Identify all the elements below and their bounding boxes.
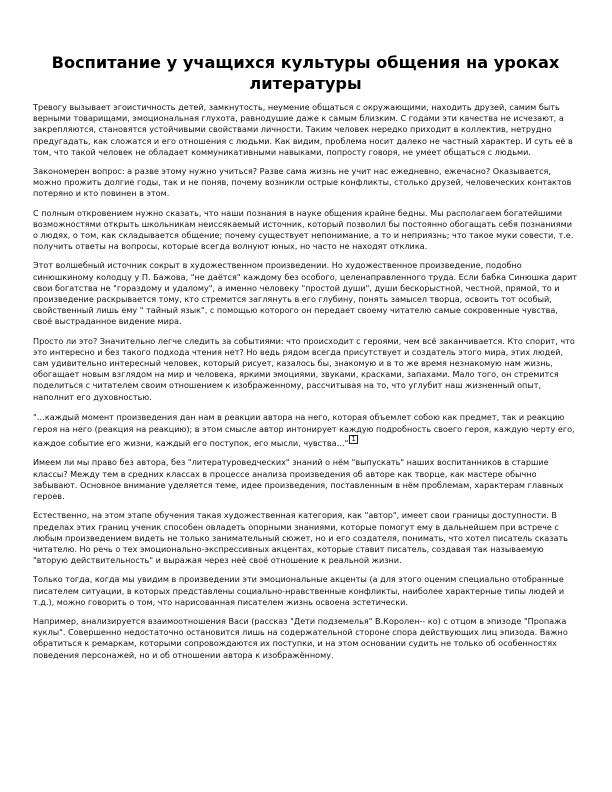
paragraph: Тревогу вызывает эгоистичность детей, замкнутость, неумение общаться с окружающими, находить друзей, самим быть верными товарищами, эмоциональная глухота, равнодушие даже к самым близким. С годами эти качества не исчезают, а закрепляются, становятся устойчивыми свойствами личности. Таким человек нередко приходит в коллектив, нетрудно предугадать, как сложатся и его отношения с людьми. Как видим, проблема носит далеко не частный характер. И суть её в том, что такой человек не обладает коммуникативными навыками, попросту говоря, не умеет общаться с людьми. [33,102,573,157]
page-title: Воспитание у учащихся культуры общения на уроках литературы [51,53,560,93]
paragraph: Естественно, на этом этапе обучения такая художественная категория, как "автор", имеет свои границы доступности. В пределах этих границ ученик способен овладеть опорными знаниями, которые помогут ему в дальнейшем при встрече с любым произведением видеть не только занимательный сюжет, но и его создателя, понимать, что хотел писатель сказать читателю. Но речь о тех эмоционально-экспрессивных акцентах, которые ставит писатель, создавая так называемую "вторую действительность" и выражая через неё своё отношение к реальной жизни. [33,510,568,566]
paragraph: Закономерен вопрос: а разве этому нужно учиться? Разве сама жизнь не учит нас ежедневно, ежечасно? Оказывается, можно прожить долгие годы, так и не поняв, почему возникли острые конфликты, столько друзей, человеческих контактов потеряно и кто повинен в этом. [33,166,572,199]
footnote-link[interactable]: 1 [351,435,356,444]
paragraph: Просто ли это? Значительно легче следить за событиями: что происходит с героями, чем всё заканчивается. Кто спорит, что это интересно и без такого подхода чтения нет? Но ведь рядом всегда присутствует и создатель этого мира, этих людей, сам удивительно интересный человек, который рисует, казалось бы, знакомую и в то же время незнакомую нам жизнь, обогащает новым взглядом на мир и человека, яркими эмоциями, звуками, красками, запахами. Мало того, он стремится поделиться с читателем своим отношением к изображенному, рассчитывая на то, что углубит наш жизненный опыт, наполнит его духовностью. [33,335,575,402]
paragraph: Этот волшебный источник сокрыт в художественном произведении. Но художественное произведение, подобно синюшкиному колодцу у П. Бажова, "не даётся" каждому без особого, целенаправленного труда. Если бабка Синюшка дарит свои богатства не "гораздому и удалому", а именно человеку "простой души", души бескорыстной, честной, прямой, то и произведение раскрывается тому, кто стремится заглянуть в его глубину, понять замысел творца, освоить тот особый, свойственный лишь ему " тайный язык", с помощью которого он передает своему читателю самые сокровенные чувства, своё выстраданное видение мира. [33,260,578,327]
paragraph: Например, анализируется взаимоотношения Васи (рассказ "Дети подземелья" В.Королен-- ко) с отцом в эпизоде "Пропажа куклы". Совершенно недостаточно остановится лишь на содержательной стороне спора действующих лиц эпизода. Важно обратиться к ремаркам, которыми сопровождаются их поступки, и на этом основании судить не только об особенностях поведения персонажей, но и об отношении автора к изображённому. [33,615,568,660]
document-page [33,52,578,669]
paragraph: Имеем ли мы право без автора, без "литературоведческих" знаний о нём "выпускать" наших воспитанников в старшие классы? Между тем в средних классах в процессе анализа произведения об авторе как творце, как мастере обычно забывают. Основное внимание уделяется теме, идее произведения, поставленным в нём проблемам, характерам главных героев. [33,457,564,502]
paragraph: С полным откровением нужно сказать, что наши познания в науке общения крайне бедны. Мы располагаем богатейшими возможностями открыть школьникам неиссякаемый источник, который позволил бы постоянно обогащать себя познаниями о людях, о том, как складывается общение; почему существует непонимание, а то и неприязнь; что такое муки совести, т.е. получить ответы на вопросы, которые всегда волнуют юных, но часто не находят отклика. [33,207,574,252]
quotation-text: "…каждый момент произведения дан нам в реакции автора на него, которая объемлет собою как предмет, так и реакцию героя на него (реакция на реакцию); в этом смысле автор интонирует каждую подробность своего героя, каждую черту его, каждое событие его жизни, каждый его поступок, его мысли, чувства…" [33,411,575,449]
paragraph: Только тогда, когда мы увидим в произведении эти эмоциональные акценты (а для этого оценим специально отобранные писателем ситуации, в которых представлены социально-нравственные конфликты, наиболее характерные типы людей и т.д.), можно говорить о том, что нарисованная писателем жизнь освоена эстетически. [33,574,565,607]
quotation [33,411,578,450]
